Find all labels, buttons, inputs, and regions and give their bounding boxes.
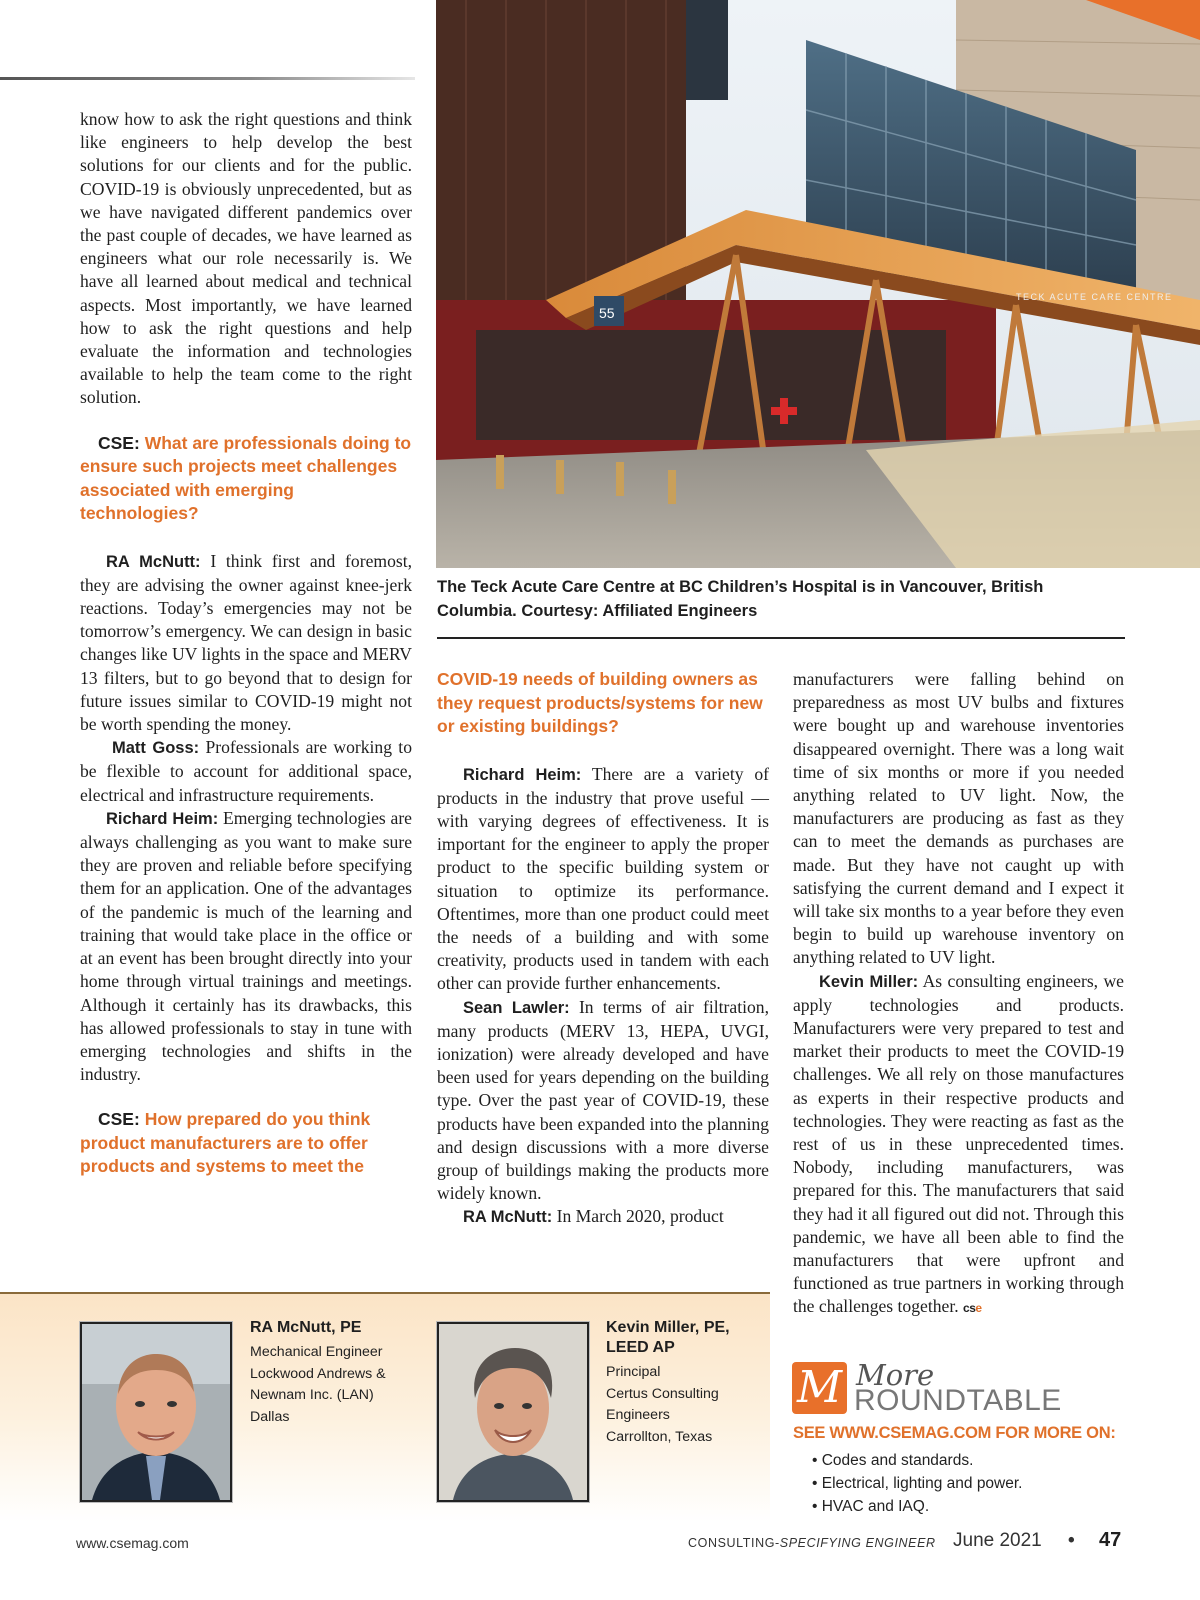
bio-company: Lockwood Andrews & xyxy=(250,1365,386,1382)
speaker-name: Matt Goss: xyxy=(112,739,200,758)
footer-date: June 2021 xyxy=(953,1530,1042,1551)
photo-caption: The Teck Acute Care Centre at BC Children’s Hospital is in Vancouver, British Columbia. Courtesy: Affiliated Engineers xyxy=(437,578,1044,620)
list-item: • HVAC and IAQ. xyxy=(812,1498,930,1515)
building-sign: TECK ACUTE CARE CENTRE xyxy=(1016,292,1173,302)
answer-text: As consulting engineers, we apply technologies and products. Manufacturers were very prepared to test and market their products to meet the COVID-19 challenges. We all rely on those manufactures as experts in their respective products and technologies. They were reacting as fast as the rest of us in these unprecedented times. Nobody, including manufacturers, was prepared for this. The manufacturers that said they had it all figured out did not. Through this pandemic, we have all been able to find the manufacturers that were upfront and functioned as true partners in working through the challenges together. xyxy=(793,970,1124,1317)
page-number: 47 xyxy=(1099,1529,1122,1551)
answer-paragraph xyxy=(80,550,412,737)
portrait-miller-image xyxy=(439,1324,587,1500)
answer-paragraph xyxy=(80,736,412,807)
cse-end-mark: cse xyxy=(963,1301,982,1316)
caption-rule xyxy=(437,637,1125,639)
portrait-miller xyxy=(437,1322,589,1502)
bio-name: Kevin Miller, PE, xyxy=(606,1319,730,1336)
bio-title: Principal xyxy=(606,1364,661,1380)
question-text: What are professionals doing to ensure such projects meet challenges associated with emerging technologies? xyxy=(80,432,412,524)
paragraph: manufacturers were falling behind on preparedness as most UV bulbs and fixtures were bought up and warehouse inventories disappeared overnight. There was a long wait time of six months or more if you needed anything related to UV light. Now, the manufacturers are producing as fast as they can to meet the demands as purchases are made. But they have not caught up with satisfying the current demand and I expect it will take six months to a year before they even begin to build up warehouse inventory on anything related to UV light. xyxy=(793,669,1124,968)
speaker-name: Kevin Miller: xyxy=(819,972,919,991)
door-number: 55 xyxy=(599,305,615,321)
hospital-illustration xyxy=(436,0,1200,568)
speaker-name: Richard Heim: xyxy=(463,765,582,784)
speaker-name: RA McNutt: xyxy=(106,552,201,571)
footer-url[interactable]: www.csemag.com xyxy=(76,1535,189,1551)
bio-name: RA McNutt, PE xyxy=(250,1319,362,1336)
answer-text: There are a variety of products in the industry that prove useful — with varying degrees of effectiveness. It is important for the engineer to apply the proper product to the specific building system or situation to optimize its performance. Oftentimes, more than one product could meet the needs of a building and with some creativity, products used in tandem with each other can provide further enhancements. xyxy=(437,763,770,994)
answer-text: I think first and foremost, they are advising the owner against knee-jerk reactions. Today’s emergencies may not be tomorrow’s emergency. We can design in basic changes like UV lights in the space and MERV 13 filters, but to go beyond that to design for future issues similar to COVID-19 might not be worth spending the money. xyxy=(80,550,412,735)
column-3 xyxy=(793,668,1124,1321)
bio-company: Engineers xyxy=(606,1407,670,1423)
see-more-link[interactable]: SEE WWW.CSEMAG.COM FOR MORE ON: xyxy=(793,1424,1116,1442)
question-1 xyxy=(80,432,412,526)
footer-magazine: CONSULTING-SPECIFYING ENGINEER xyxy=(688,1536,936,1550)
answer-text: Emerging technologies are always challenging as you want to make sure they are proven and reliable before specifying them for an application. One of the advantages of the pandemic is much of the learning and training that would take place in the office or at an event has been brought directly into your home through virtual trainings and meetings. Although it certainly has its drawbacks, this has allowed professionals to stay in tune with emerging technologies and shifts in the industry. xyxy=(80,807,412,1085)
bio-title: Mechanical Engineer xyxy=(250,1344,383,1360)
bio-company: Newnam Inc. (LAN) xyxy=(250,1387,374,1403)
bio-location: Carrollton, Texas xyxy=(606,1428,713,1445)
bio-name: LEED AP xyxy=(606,1339,675,1356)
roundtable-word: ROUNDTABLE xyxy=(854,1384,1062,1417)
more-word: More xyxy=(856,1358,935,1392)
column-2 xyxy=(437,668,769,1230)
hospital-photo xyxy=(436,0,1200,568)
bio-location: Dallas xyxy=(250,1408,290,1425)
top-rule xyxy=(0,77,415,80)
answer-text: In March 2020, product xyxy=(556,1206,724,1227)
speaker-name: Richard Heim: xyxy=(106,809,219,828)
answer-paragraph xyxy=(793,970,1124,1321)
answer-paragraph xyxy=(437,1205,769,1229)
portrait-mcnutt xyxy=(80,1322,232,1502)
column-1 xyxy=(80,108,412,1179)
list-item: • Electrical, lighting and power. xyxy=(812,1475,1023,1492)
answer-text: Professionals are working to be flexible to account for additional space, electrical and infrastructure requirements. xyxy=(80,737,412,805)
footer-bullet: • xyxy=(1068,1530,1075,1551)
answer-paragraph xyxy=(437,763,769,996)
question-2 xyxy=(80,1108,412,1179)
list-item: • Codes and standards. xyxy=(812,1452,974,1469)
bio-miller xyxy=(606,1318,766,1448)
question-2-continued: COVID-19 needs of building owners as they request products/systems for new or existing buildings? xyxy=(437,669,763,736)
answer-paragraph xyxy=(437,996,769,1206)
more-logo-icon: M xyxy=(792,1362,847,1414)
bio-company: Certus Consulting xyxy=(606,1385,719,1402)
answer-paragraph xyxy=(80,807,412,1086)
cse-label: CSE: xyxy=(98,432,140,453)
cse-label: CSE: xyxy=(98,1109,140,1130)
answer-text: In terms of air filtration, many products (MERV 13, HEPA, UVGI, ionization) were already developed and have been used for years depending on the building type. Over the past year of COVID-19, these products have been expanded into the planning and design discussions with a more diverse group of buildings making the products more widely known. xyxy=(437,996,769,1204)
paragraph: know how to ask the right questions and think like engineers to help develop the best solutions for our clients and for the public. COVID-19 is obviously unprecedented, but as we have navigated different pandemics over the past couple of decades, we have learned as engineers what our role necessarily is. We have all learned about medical and technical aspects. Most importantly, we have learned how to ask the right questions and help evaluate the information and technologies available to help the team come to the right solution. xyxy=(80,109,412,408)
speaker-name: RA McNutt: xyxy=(463,1208,553,1227)
bio-mcnutt xyxy=(250,1318,430,1428)
portrait-mcnutt-image xyxy=(82,1324,230,1500)
speaker-name: Sean Lawler: xyxy=(463,998,570,1017)
more-topics-list xyxy=(812,1449,1022,1518)
question-text: How prepared do you think product manufacturers are to offer products and systems to meet the xyxy=(80,1109,371,1177)
